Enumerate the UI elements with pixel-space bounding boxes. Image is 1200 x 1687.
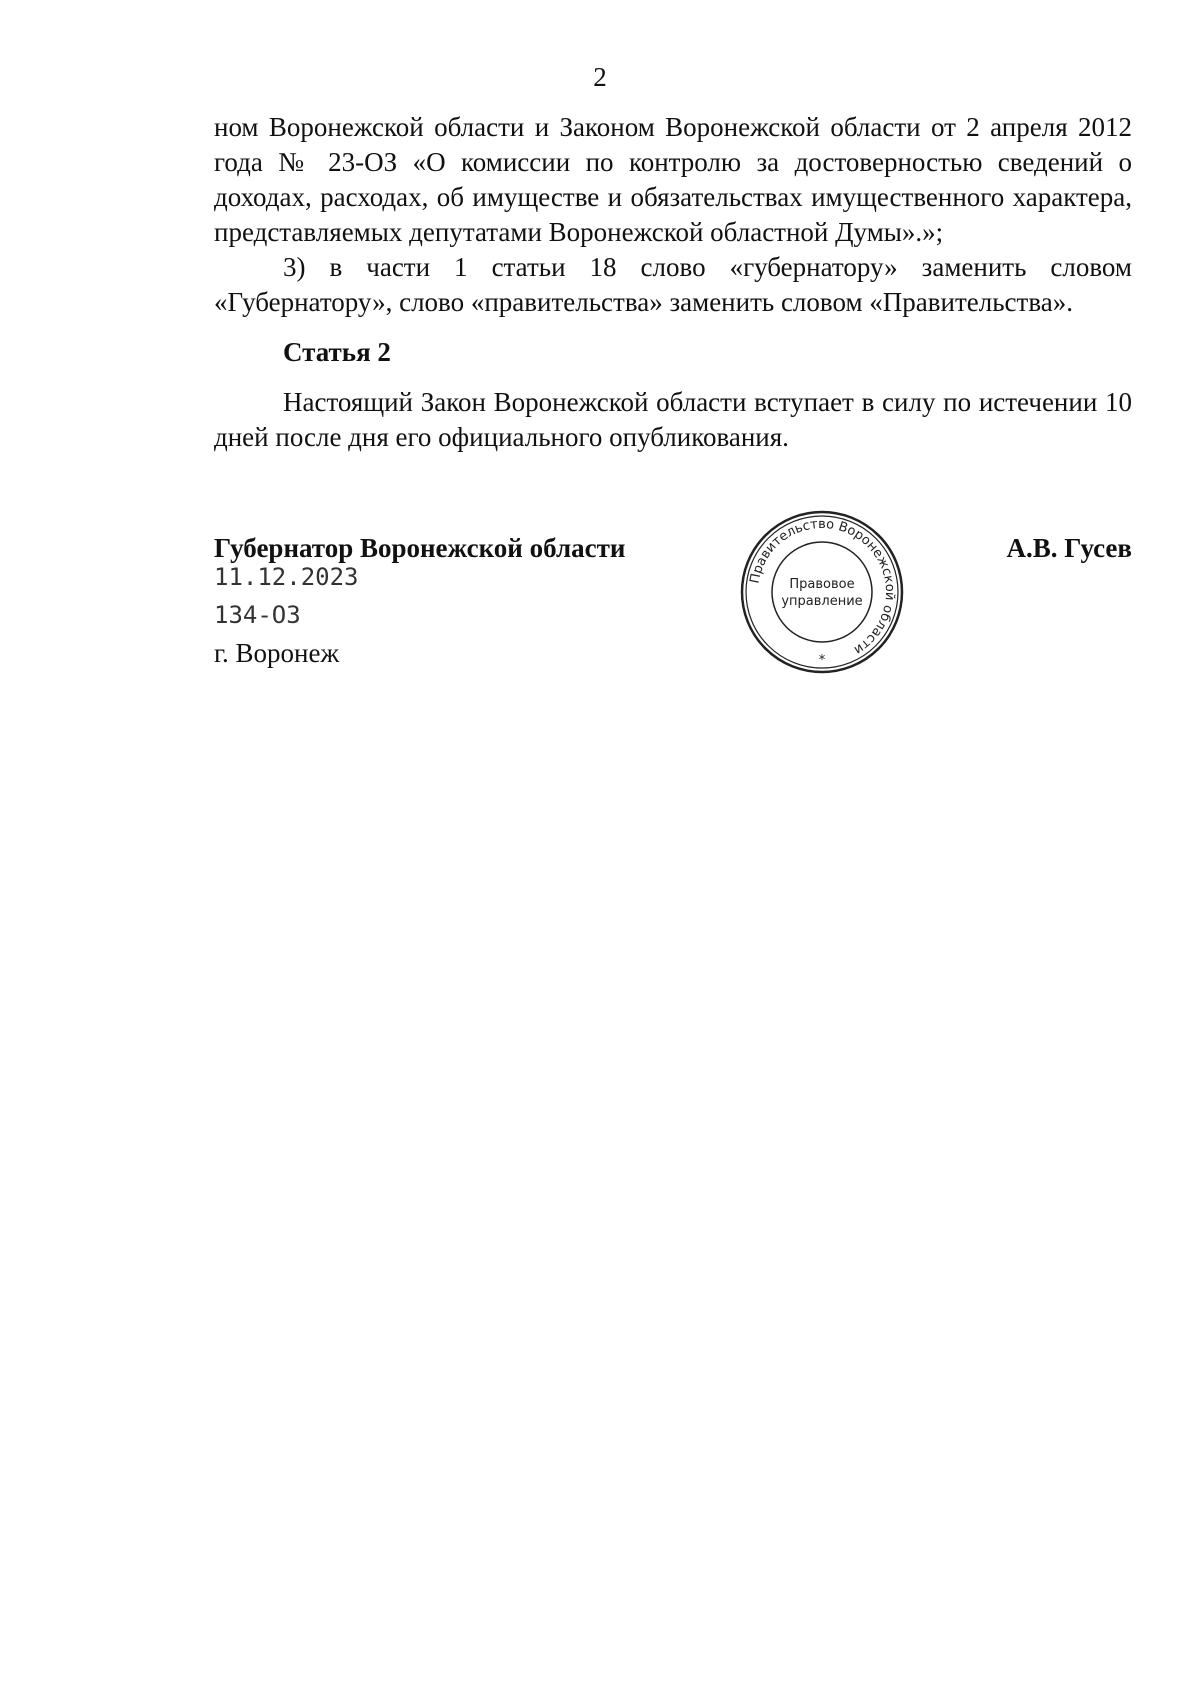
- article-2-paragraph: Настоящий Закон Воронежской области вступает в силу по истечении 10 дней после дня его официального опубликования.: [214, 387, 1132, 452]
- seal-center-line-2: управление: [781, 594, 863, 609]
- seal-outer-ring: [742, 512, 902, 672]
- city-name: г. Воронеж: [214, 638, 340, 668]
- seal-ring-text: Правительство Воронежской области: [747, 516, 898, 658]
- registration-number: 134-ОЗ: [214, 601, 301, 629]
- signatory-name: А.В. Гусев: [1006, 533, 1132, 563]
- document-body: [214, 110, 1132, 455]
- official-seal: [738, 508, 906, 676]
- seal-inner-ring: [772, 542, 872, 642]
- registration-date: 11.12.2023: [214, 563, 359, 591]
- seal-center-line-1: Правовое: [789, 577, 855, 592]
- continuation-paragraph: ном Воронежской области и Законом Воронежской области от 2 апреля 2012 года № 23-ОЗ «О комиссии по контролю за достоверностью сведений о доходах, расходах, об имуществе и обязательствах имущественного характера, представляемых депутатами Воронежской областной Думы».»;: [214, 112, 1132, 247]
- item-3-paragraph: 3) в части 1 статьи 18 слово «губернатору» заменить словом «Губернатору», слово «правительства» заменить словом «Правительства».: [214, 252, 1132, 317]
- seal-outer-ring-inner: [746, 516, 898, 668]
- page-number: 2: [593, 62, 607, 92]
- signatory-title: Губернатор Воронежской области: [214, 533, 626, 563]
- seal-star-icon: *: [818, 653, 826, 668]
- article-2-heading: Статья 2: [283, 337, 391, 367]
